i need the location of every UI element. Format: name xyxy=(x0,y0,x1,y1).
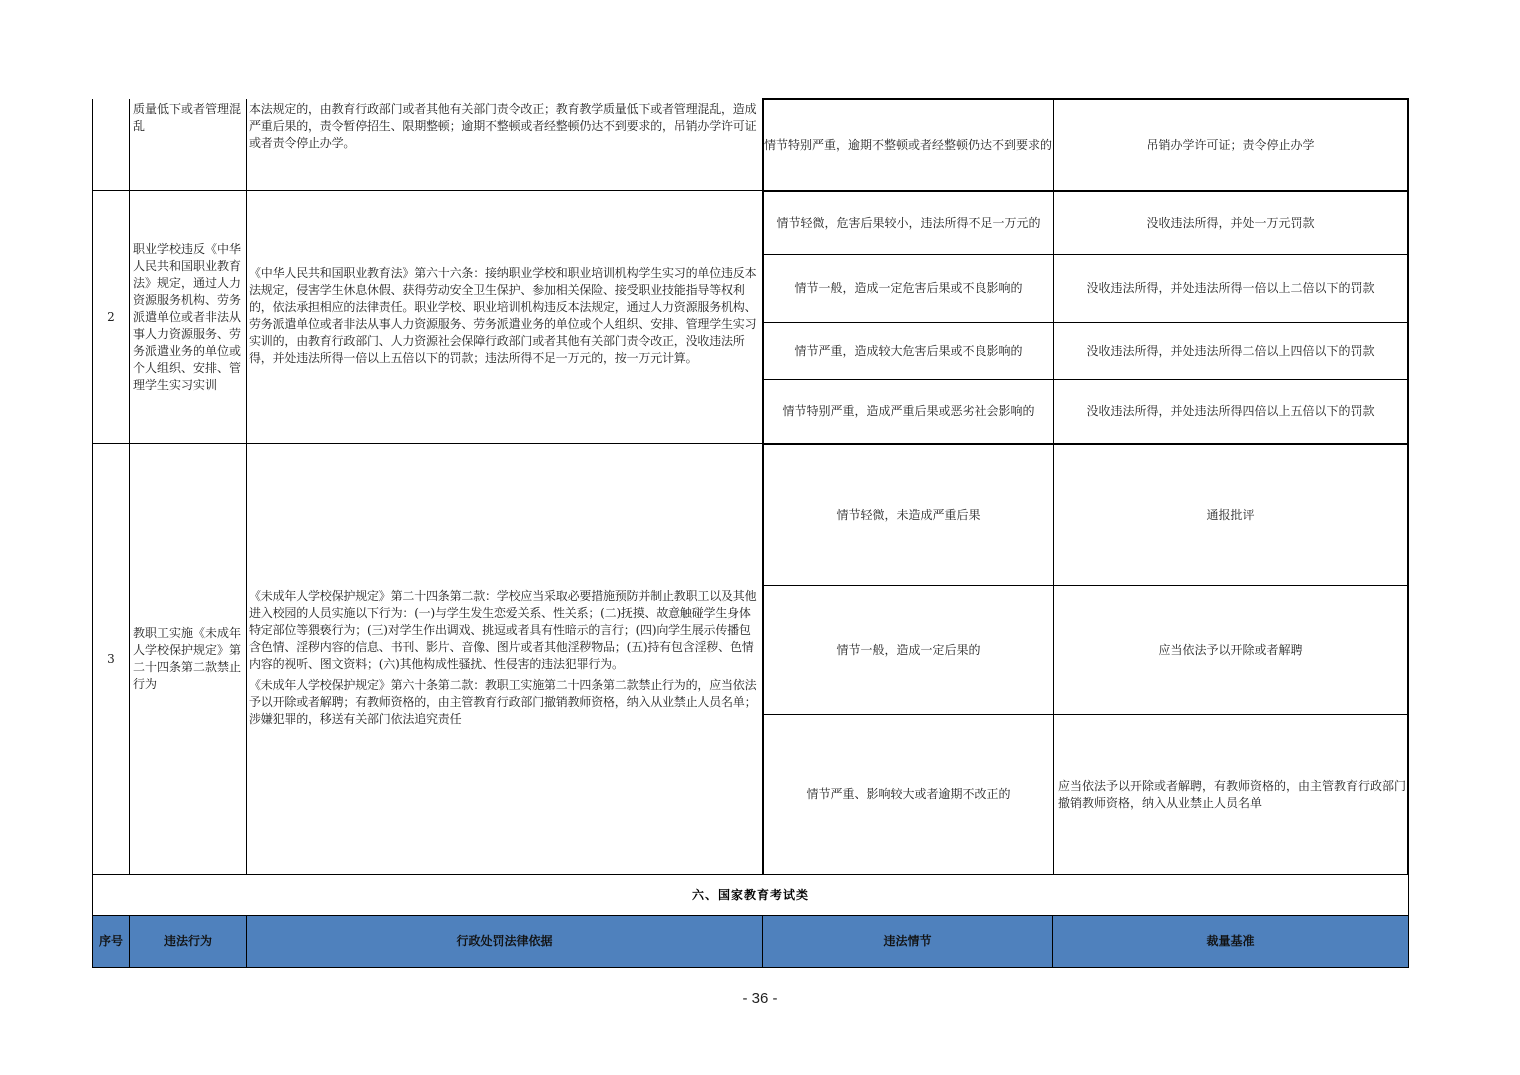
violation-circumstance: 情节轻微，未造成严重后果 xyxy=(764,445,1054,586)
tier-table xyxy=(763,99,1408,190)
violation-circumstance: 情节严重、影响较大或者逾期不改正的 xyxy=(764,715,1054,874)
row-number xyxy=(93,99,130,191)
violation-circumstance: 情节一般，造成一定后果的 xyxy=(764,586,1054,715)
discretion-standard: 通报批评 xyxy=(1054,445,1408,586)
legal-basis xyxy=(247,444,763,875)
discretion-standard: 没收违法所得，并处违法所得四倍以上五倍以下的罚款 xyxy=(1054,380,1408,443)
header-circumstance: 违法情节 xyxy=(763,916,1053,968)
tier-row xyxy=(764,255,1408,323)
table-row xyxy=(93,191,1409,444)
discretion-standard: 应当依法予以开除或者解聘 xyxy=(1054,586,1408,715)
section-title: 六、国家教育考试类 xyxy=(93,875,1409,916)
tier-row xyxy=(764,445,1408,586)
violation-circumstance: 情节特别严重，逾期不整顿或者经整顿仍达不到要求的 xyxy=(764,100,1054,191)
row-number: 2 xyxy=(93,191,130,444)
violation-circumstance: 情节特别严重，造成严重后果或恶劣社会影响的 xyxy=(764,380,1054,443)
row-number: 3 xyxy=(93,444,130,875)
discretion-standard: 没收违法所得，并处一万元罚款 xyxy=(1054,192,1408,255)
page-number: - 36 - xyxy=(742,990,778,1007)
tier-row xyxy=(764,323,1408,380)
tier-row xyxy=(764,192,1408,255)
legal-basis xyxy=(247,191,763,444)
legal-basis-paragraph: 本法规定的，由教育行政部门或者其他有关部门责令改正；教育教学质量低下或者管理混乱，造成严重后果的，责令暂停招生、限期整顿；逾期不整顿或者经整顿仍达不到要求的，吊销办学许可证或者责令停止办学。 xyxy=(249,101,757,150)
tier-row xyxy=(764,100,1408,191)
discretion-standard: 没收违法所得，并处违法所得二倍以上四倍以下的罚款 xyxy=(1054,323,1408,380)
violation-behavior-text: 教职工实施《未成年人学校保护规定》第二十四条第二款禁止行为 xyxy=(133,626,242,691)
violation-behavior xyxy=(130,444,247,875)
tier-cell xyxy=(763,444,1409,875)
tier-cell xyxy=(763,99,1409,191)
column-header-table xyxy=(92,915,1409,968)
penalty-table xyxy=(92,98,1409,916)
header-legal-basis: 行政处罚法律依据 xyxy=(247,916,763,968)
tier-table xyxy=(763,444,1408,874)
discretion-standard: 没收违法所得，并处违法所得一倍以上二倍以下的罚款 xyxy=(1054,255,1408,323)
tier-table xyxy=(763,191,1408,443)
discretion-standard: 吊销办学许可证；责令停止办学 xyxy=(1054,100,1408,191)
legal-basis xyxy=(247,99,763,191)
legal-basis-paragraph: 《未成年人学校保护规定》第二十四条第二款：学校应当采取必要措施预防并制止教职工以及其他进入校园的人员实施以下行为：(一)与学生发生恋爱关系、性关系；(二)抚摸、故意触碰学生身体特定部位等猥亵行为；(三)对学生作出调戏、挑逗或者具有性暗示的言行；(四)向学生展示传播包含色情、淫秽内容的信息、书刊、影片、音像、图片或者其他淫秽物品；(五)持有包含淫秽、色情内容的视听、图文资料；(六)其他构成性骚扰、性侵害的违法犯罪行为。 xyxy=(249,589,757,671)
column-header-row xyxy=(93,916,1409,968)
violation-circumstance: 情节一般，造成一定危害后果或不良影响的 xyxy=(764,255,1054,323)
violation-circumstance: 情节轻微，危害后果较小，违法所得不足一万元的 xyxy=(764,192,1054,255)
legal-basis-paragraph: 《未成年人学校保护规定》第六十条第二款：教职工实施第二十四条第二款禁止行为的，应当依法予以开除或者解聘；有教师资格的，由主管教育行政部门撤销教师资格，纳入从业禁止人员名单；涉嫌犯罪的，移送有关部门依法追究责任 xyxy=(249,678,757,726)
discretion-standard: 应当依法予以开除或者解聘，有教师资格的，由主管教育行政部门撤销教师资格，纳入从业禁止人员名单 xyxy=(1054,715,1408,874)
header-violation: 违法行为 xyxy=(130,916,247,968)
violation-behavior-text: 职业学校违反《中华人民共和国职业教育法》规定，通过人力资源服务机构、劳务派遣单位或者非法从事人力资源服务、劳务派遣业务的单位或个人组织、安排、管理学生实习实训 xyxy=(133,241,242,392)
violation-circumstance: 情节严重，造成较大危害后果或不良影响的 xyxy=(764,323,1054,380)
violation-behavior xyxy=(130,191,247,444)
violation-behavior: 质量低下或者管理混乱 xyxy=(130,99,247,191)
table-row xyxy=(93,444,1409,875)
table-row xyxy=(93,99,1409,191)
section-title-row xyxy=(93,875,1409,916)
tier-row xyxy=(764,715,1408,874)
tier-cell xyxy=(763,191,1409,444)
tier-row xyxy=(764,586,1408,715)
legal-basis-paragraph: 《中华人民共和国职业教育法》第六十六条：接纳职业学校和职业培训机构学生实习的单位违反本法规定，侵害学生休息休假、获得劳动安全卫生保护、参加相关保险、接受职业技能指导等权利的，依法承担相应的法律责任。职业学校、职业培训机构违反本法规定，通过人力资源服务机构、劳务派遣单位或者非法从事人力资源服务、劳务派遣业务的单位或个人组织、安排、管理学生实习实训的，由教育行政部门、人力资源社会保障行政部门或者其他有关部门责令改正，没收违法所得，并处违法所得一倍以上五倍以下的罚款；违法所得不足一万元的，按一万元计算。 xyxy=(249,266,757,365)
header-no: 序号 xyxy=(93,916,130,968)
document-page xyxy=(92,98,1408,968)
tier-row xyxy=(764,380,1408,443)
header-standard: 裁量基准 xyxy=(1053,916,1409,968)
